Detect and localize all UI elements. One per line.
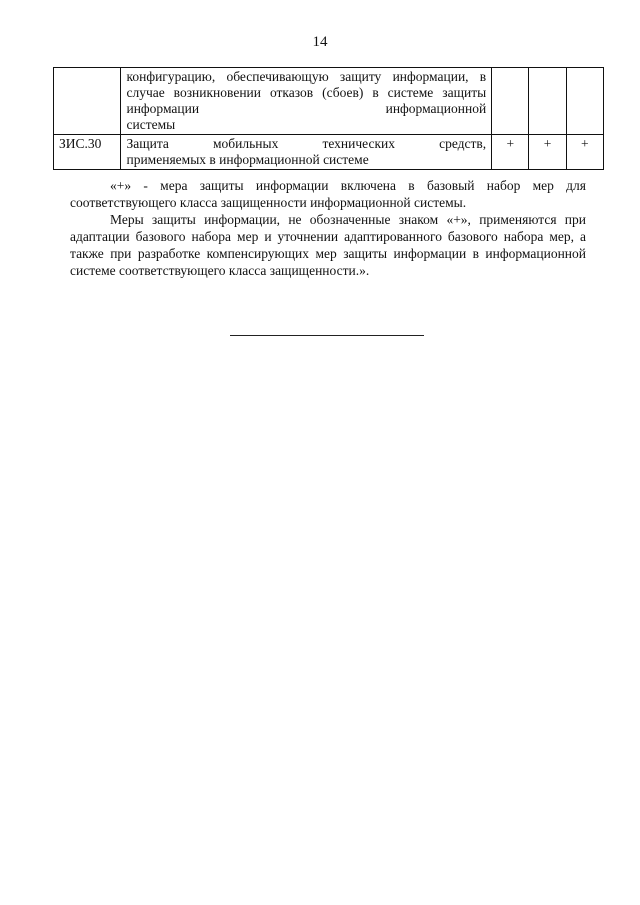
table-row — [54, 135, 604, 170]
table-row — [54, 68, 604, 135]
measure-code: ЗИС.30 — [54, 135, 121, 170]
class-mark — [566, 68, 603, 135]
footnote-plus-legend: «+» - мера защиты информации включена в базовый набор мер для соответствующего класса защищенности информационной системы. — [70, 178, 586, 210]
description-line: Защита мобильных технических средств, — [126, 136, 487, 151]
end-divider-line — [230, 335, 424, 336]
measure-description — [121, 68, 492, 135]
footnote-unmarked-measures: Меры защиты информации, не обозначенные знаком «+», применяются при адаптации базового набора мер и уточнении адаптированного базового набора мер, а также при разработке компенсирующих мер защиты информации в информационной системе соответствующего класса защищенности.». — [70, 212, 586, 278]
description-line: применяемых в информационной системе — [126, 152, 369, 167]
class-mark — [492, 68, 529, 135]
measure-code — [54, 68, 121, 135]
class-mark: + — [566, 135, 603, 170]
class-mark: + — [529, 135, 566, 170]
page-number: 14 — [312, 34, 328, 50]
class-mark — [529, 68, 566, 135]
class-mark: + — [492, 135, 529, 170]
measure-description — [121, 135, 492, 170]
description-line: конфигурацию, обеспечивающую защиту — [126, 69, 382, 84]
measures-table — [53, 67, 604, 170]
description-line: в системе защиты информации информационной — [126, 85, 487, 116]
description-line: системы — [126, 117, 176, 132]
description-line: информации, в случае возникновении отказов (сбоев) — [126, 69, 487, 100]
